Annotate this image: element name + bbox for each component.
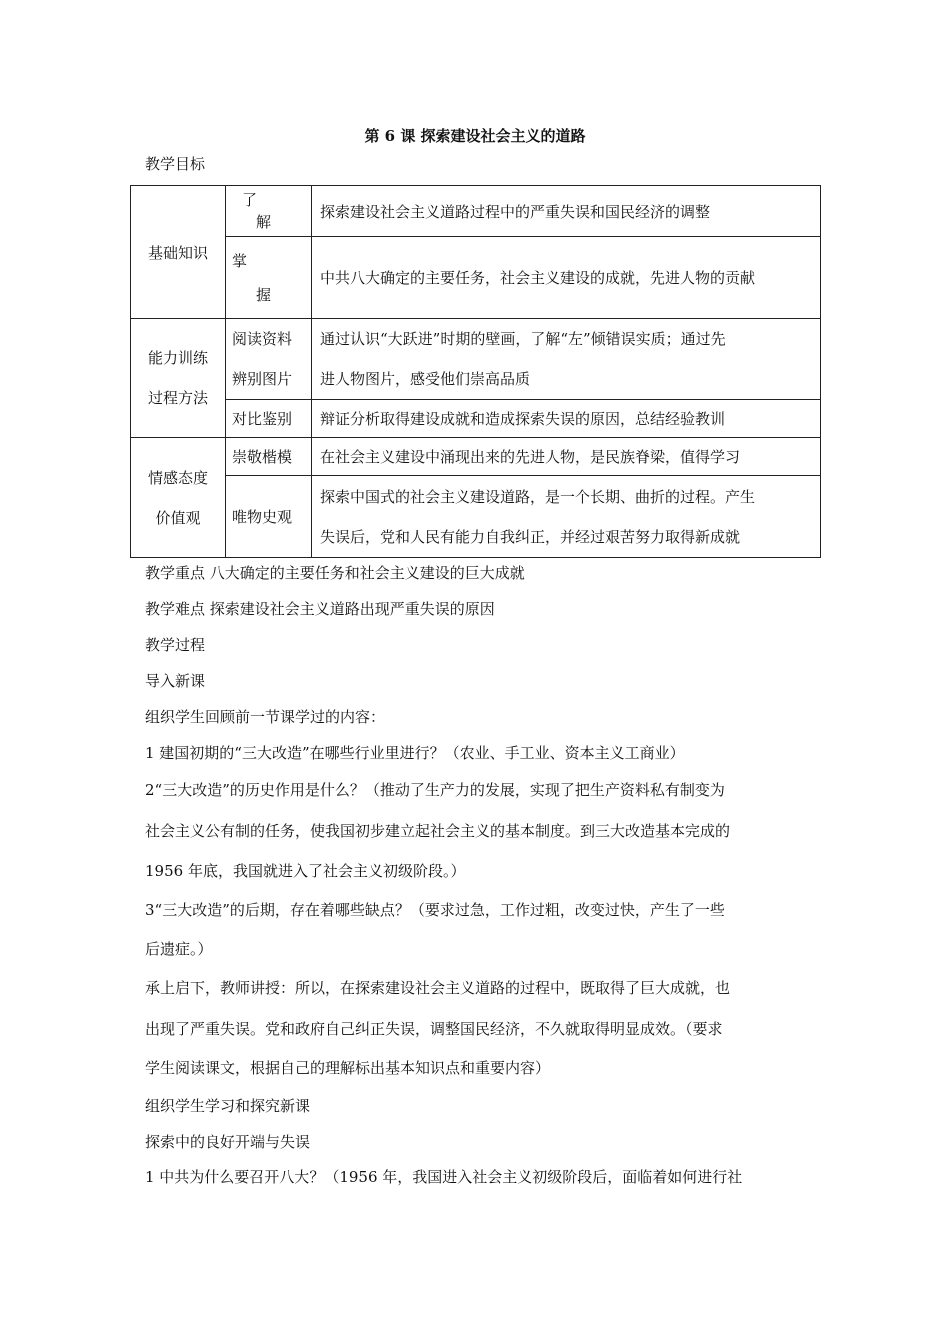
table-row [131,237,821,319]
paragraph-line: 1956 年底，我国就进入了社会主义初级阶段。） [145,862,466,880]
paragraph-line: 学生阅读课文，根据自己的理解标出基本知识点和重要内容） [145,1059,551,1077]
sub-category-label: 唯物史观 [232,508,293,526]
description-cell [312,237,821,319]
category-label: 能力训练 [147,349,208,367]
paragraph-line: 2“三大改造”的历史作用是什么？（推动了生产力的发展，实现了把生产资料私有制变为 [145,781,725,799]
paragraph-line: 1 建国初期的“三大改造”在哪些行业里进行？（农业、手工业、资本主义工商业） [145,744,685,762]
table-row [131,186,821,237]
table-row [131,438,821,476]
section-heading: 组织学生学习和探究新课 [145,1097,311,1115]
category-label: 情感态度 [147,468,208,487]
description-text: 在社会主义建设中涌现出来的先进人物，是民族脊梁，值得学习 [320,448,741,466]
sub-category-cell [226,476,312,558]
description-cell [312,438,821,476]
paragraph-line: 后遗症。） [145,940,213,958]
paragraph-line: 出现了严重失误。党和政府自己纠正失误，调整国民经济，不久就取得明显成效。（要求 [145,1020,723,1038]
sub-category-label: 崇敬楷模 [232,448,293,466]
sub-category-cell [226,186,312,237]
section-heading: 教学过程 [145,636,206,654]
description-text: 失误后，党和人民有能力自我纠正，并经过艰苦努力取得新成就 [320,527,741,546]
teaching-goals-table [130,185,821,558]
category-label: 基础知识 [147,243,208,262]
description-cell [312,319,821,400]
description-text: 探索建设社会主义道路过程中的严重失误和国民经济的调整 [320,202,711,221]
sub-category-label: 阅读资料 [232,330,293,348]
sub-category-label: 握 [256,285,272,304]
category-emotion [131,438,226,558]
sub-category-cell [226,319,312,400]
section-heading: 导入新课 [145,672,206,690]
sub-category-label: 掌 [232,251,248,270]
paragraph-line: 3“三大改造”的后期，存在着哪些缺点？（要求过急，工作过粗，改变过快，产生了一些 [145,901,725,919]
sub-category-label: 对比鉴别 [232,410,293,428]
category-label: 价值观 [155,508,201,527]
description-text: 进人物图片，感受他们崇高品质 [320,370,531,388]
sub-category-cell [226,438,312,476]
sub-category-label: 了 [242,191,258,209]
goals-heading: 教学目标 [145,155,206,173]
sub-category-cell [226,237,312,319]
category-label: 过程方法 [147,389,208,407]
difficult-points: 教学难点 探索建设社会主义道路出现严重失误的原因 [145,600,495,618]
paragraph-line: 组织学生回顾前一节课学过的内容： [145,708,386,726]
paragraph-line: 1 中共为什么要召开八大？（1956 年，我国进入社会主义初级阶段后，面临着如何进行社 [145,1168,743,1186]
sub-category-label: 解 [256,213,272,231]
sub-category-label: 辨别图片 [232,370,293,388]
table-row [131,319,821,400]
description-cell [312,400,821,438]
sub-category-cell [226,400,312,438]
category-ability [131,319,226,438]
description-text: 中共八大确定的主要任务，社会主义建设的成就，先进人物的贡献 [320,269,756,287]
table-row [131,400,821,438]
section-heading: 探索中的良好开端与失误 [145,1133,311,1151]
description-text: 探索中国式的社会主义建设道路，是一个长期、曲折的过程。产生 [320,487,756,506]
key-points: 教学重点 八大确定的主要任务和社会主义建设的巨大成就 [145,564,525,582]
table-row [131,476,821,558]
paragraph-line: 社会主义公有制的任务，使我国初步建立起社会主义的基本制度。到三大改造基本完成的 [145,822,731,840]
category-basic [131,186,226,319]
paragraph-line: 承上启下，教师讲授：所以，在探索建设社会主义道路的过程中，既取得了巨大成就，也 [145,979,731,997]
description-cell [312,186,821,237]
description-text: 通过认识“大跃进”时期的壁画，了解“左”倾错误实质；通过先 [320,330,726,348]
description-text: 辩证分析取得建设成就和造成探索失误的原因，总结经验教训 [320,410,726,428]
lesson-title: 第 6 课 探索建设社会主义的道路 [364,127,586,145]
description-cell [312,476,821,558]
